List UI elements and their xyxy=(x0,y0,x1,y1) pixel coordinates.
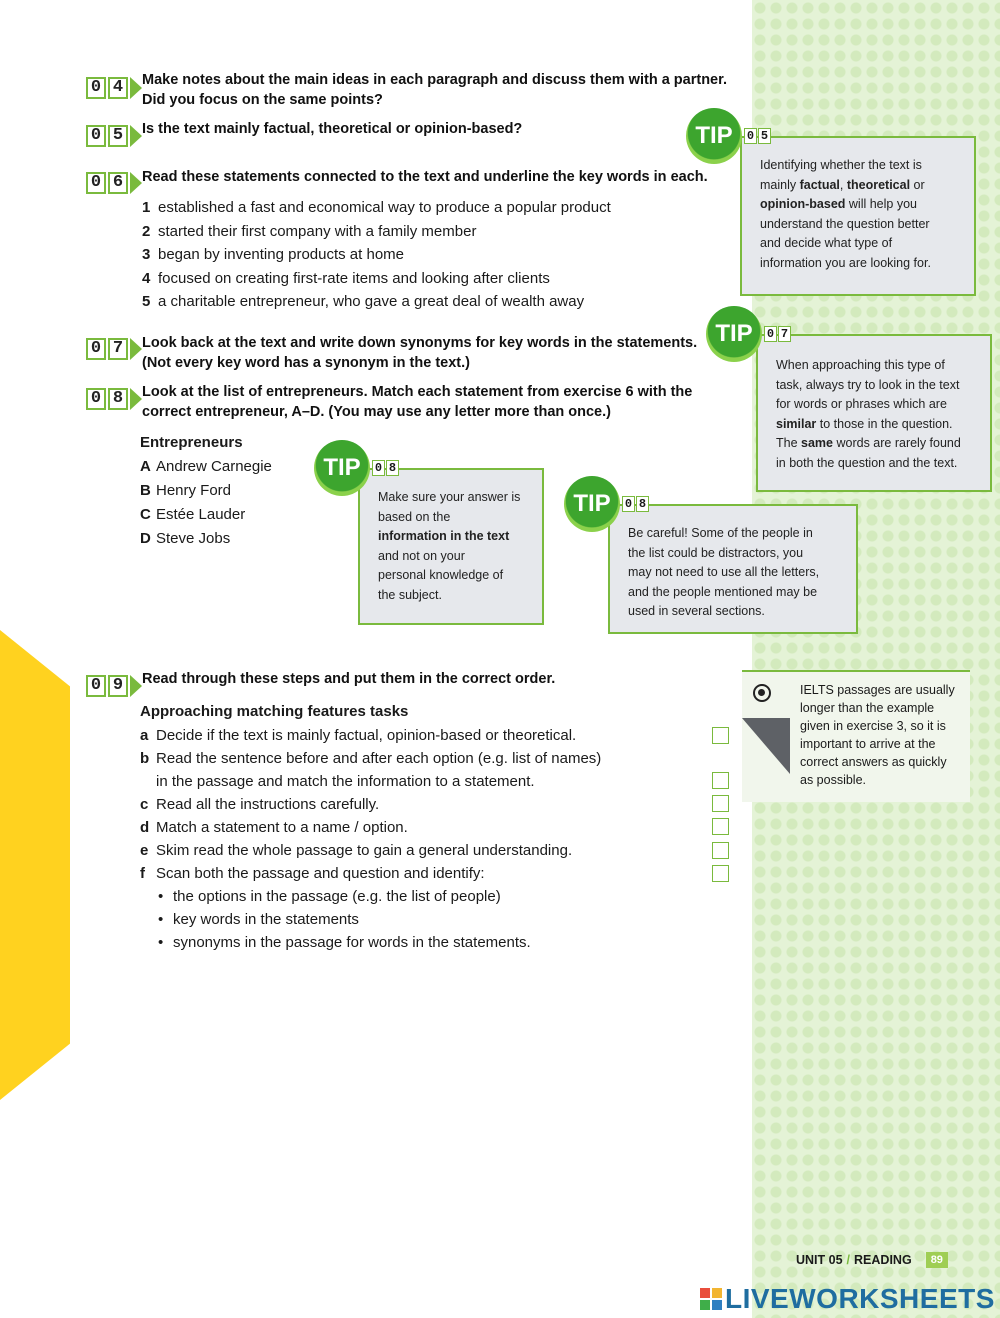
tip-08-box-answer: Make sure your answer is based on the information in the text and not on your personal knowledge of the subject. xyxy=(358,468,544,625)
statement-item: 1 established a fast and economical way to produce a popular product xyxy=(142,199,611,216)
exercise-06-badge: 0 6 xyxy=(86,172,142,194)
exercise-05-instruction: Is the text mainly factual, theoretical or opinion-based? xyxy=(142,121,523,137)
steps-list xyxy=(140,700,601,954)
tip-05-box: Identifying whether the text is mainly factual, theoretical or opinion-based will help you understand the question better and decide what type of information you are looking for. xyxy=(740,136,976,296)
play-arrow-icon xyxy=(130,338,142,360)
tip-07-badge: TIP 0 7 xyxy=(706,306,792,362)
step-bullet: • the options in the passage (e.g. the list of people) xyxy=(158,888,501,905)
exercise-08-badge: 0 8 xyxy=(86,388,142,410)
page-footer: UNIT 05 / READING 89 xyxy=(796,1252,948,1268)
exercise-07-badge: 0 7 xyxy=(86,338,142,360)
answer-box-e[interactable] xyxy=(712,842,729,859)
step-item: e Skim read the whole passage to gain a general understanding. xyxy=(140,842,573,859)
exercise-05-badge: 0 5 xyxy=(86,125,142,147)
answer-box-c[interactable] xyxy=(712,795,729,812)
tip-08-badge-careful: TIP 0 8 xyxy=(564,476,650,532)
statement-item: 5 a charitable entrepreneur, who gave a great deal of wealth away xyxy=(142,293,585,310)
steps-title: Approaching matching features tasks xyxy=(140,703,409,720)
decorative-yellow-shape xyxy=(0,630,70,1100)
exercise-09-badge: 0 9 xyxy=(86,675,142,697)
step-item: c Read all the instructions carefully. xyxy=(140,796,380,813)
answer-box-d[interactable] xyxy=(712,818,729,835)
step-bullet: • key words in the statements xyxy=(158,911,359,928)
exercise-07-instruction: Look back at the text and write down synonyms for key words in the statements. (Not every key word has a synonym in the text.) xyxy=(142,335,698,371)
statement-item: 3 began by inventing products at home xyxy=(142,246,404,263)
statement-item: 2 started their first company with a family member xyxy=(142,222,477,240)
statement-item: 4 focused on creating first-rate items and looking after clients xyxy=(142,269,550,287)
entrepreneur-item: A Andrew Carnegie xyxy=(140,458,272,475)
exercise-08-instruction: Look at the list of entrepreneurs. Match each statement from exercise 6 with the correct entrepreneur, A–D. (You may use any letter more than once.) xyxy=(142,384,693,420)
tip-05-badge: TIP 0 5 xyxy=(686,108,772,164)
entrepreneur-item: D Steve Jobs xyxy=(140,530,231,547)
tip-08-box-careful: Be careful! Some of the people in the list could be distractors, you may not need to use all the letters, and the people mentioned may be used in several sections. xyxy=(608,504,858,634)
tip-08-badge-answer: TIP 0 8 xyxy=(314,440,400,496)
entrepreneurs-list xyxy=(140,431,272,551)
entrepreneurs-heading: Entrepreneurs xyxy=(140,434,243,451)
tip-07-box: When approaching this type of task, always try to look in the text for words or phrases which are similar to those in the question. The same words are rarely found in both the question and the text. xyxy=(756,334,992,492)
statements-list xyxy=(142,196,611,314)
play-arrow-icon xyxy=(130,172,142,194)
answer-box-b[interactable] xyxy=(712,772,729,789)
play-arrow-icon xyxy=(130,77,142,99)
step-item: f Scan both the passage and question and identify: xyxy=(140,865,485,882)
play-arrow-icon xyxy=(130,675,142,697)
play-arrow-icon xyxy=(130,125,142,147)
exercise-06-instruction: Read these statements connected to the text and underline the key words in each. xyxy=(142,169,708,185)
entrepreneur-item: C Estée Lauder xyxy=(140,506,246,523)
target-icon xyxy=(753,684,771,702)
exercise-04-instruction: Make notes about the main ideas in each paragraph and discuss them with a partner. Did you focus on the same points? xyxy=(142,72,727,108)
play-arrow-icon xyxy=(130,388,142,410)
step-item: b Read the sentence before and after each option (e.g. list of names) in the passage and match the information to a statement. xyxy=(140,750,602,790)
exercise-09-instruction: Read through these steps and put them in the correct order. xyxy=(142,671,556,687)
step-item: d Match a statement to a name / option. xyxy=(140,819,408,836)
liveworksheets-watermark: LIVEWORKSHEETS xyxy=(700,1283,995,1315)
ielts-note-text: IELTS passages are usually longer than the example given in exercise 3, so it is important to arrive at the correct answers as quickly as possible. xyxy=(800,683,955,787)
step-item: a Decide if the text is mainly factual, opinion-based or theoretical. xyxy=(140,727,577,744)
page-number: 89 xyxy=(926,1252,948,1268)
entrepreneur-item: B Henry Ford xyxy=(140,482,232,499)
answer-box-f[interactable] xyxy=(712,865,729,882)
answer-box-a[interactable] xyxy=(712,727,729,744)
step-bullet: • synonyms in the passage for words in the statements. xyxy=(158,934,531,951)
exercise-04-badge: 0 4 xyxy=(86,77,142,99)
liveworksheets-logo-icon xyxy=(700,1288,722,1310)
